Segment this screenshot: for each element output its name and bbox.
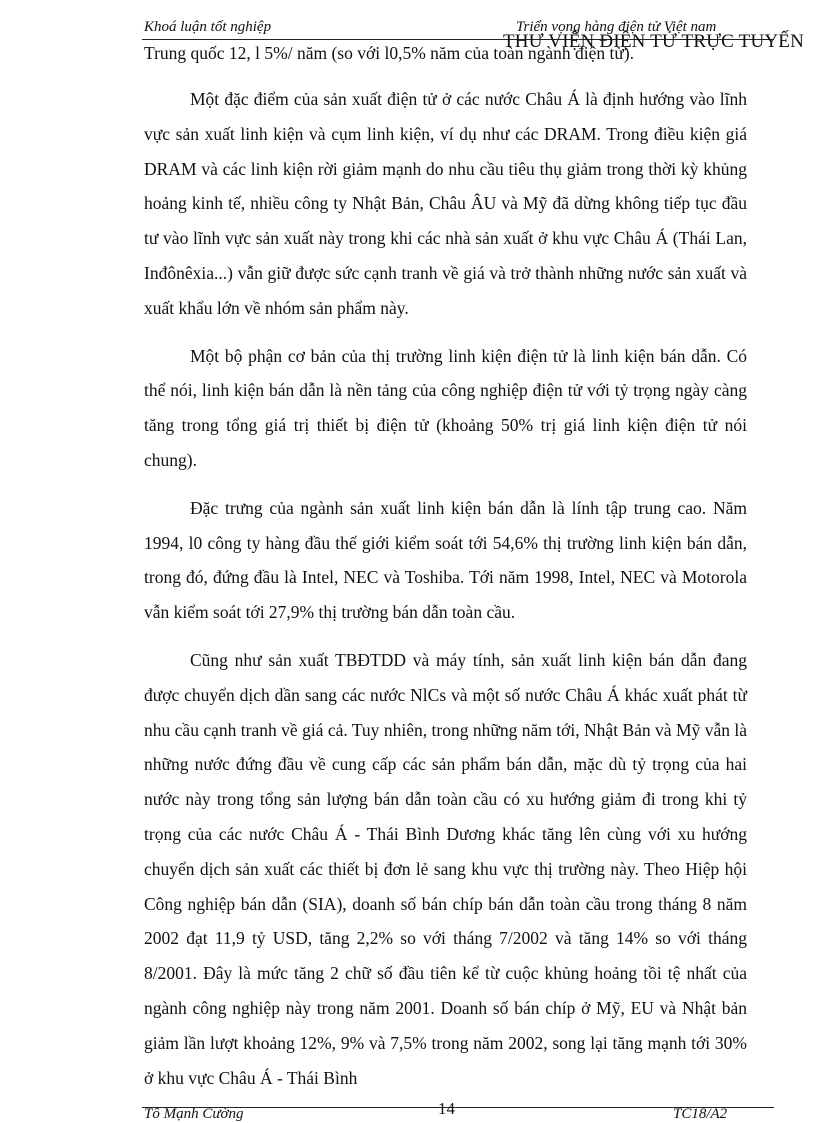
footer-author: Tô Mạnh Cường <box>144 1106 244 1122</box>
page-number: 14 <box>438 1099 455 1118</box>
watermark-text: THƯ VIỆN ĐIỆN TỬ TRỰC TUYẾN <box>503 31 805 52</box>
header-left-title: Khoá luận tốt nghiệp <box>144 19 272 35</box>
continuation-line: Trung quốc 12, l 5%/ năm (so với l0,5% năm của toàn ngành điện tử). <box>144 43 635 63</box>
footer-class-code: TC18/A2 <box>673 1106 728 1122</box>
body-text <box>144 82 747 1108</box>
paragraph: Một bộ phận cơ bản của thị trường linh kiện điện tử là linh kiện bán dẫn. Có thể nói, linh kiện bán dẫn là nền tảng của công nghiệp điện tử với tỷ trọng ngày càng tăng trong tổng giá trị thiết bị điện tử (khoảng 50% trị giá linh kiện điện tử nói chung). <box>144 345 747 470</box>
header-right-title: Triển vọng hàng điện tử Việt nam <box>516 19 717 35</box>
paragraph: Một đặc điểm của sản xuất điện tử ở các nước Châu Á là định hướng vào lĩnh vực sản xuất linh kiện và cụm linh kiện, ví dụ như các DRAM. Trong điều kiện giá DRAM và các linh kiện rời giảm mạnh do nhu cầu tiêu thụ giảm trong thời kỳ khủng hoảng kinh tế, nhiều công ty Nhật Bản, Châu ÂU và Mỹ đã dừng không tiếp tục đầu tư vào lĩnh vực sản xuất này trong khi các nhà sản xuất ở khu vực Châu Á (Thái Lan, Inđônêxia...) vẫn giữ được sức cạnh tranh về giá và trở thành những nước sản xuất và xuất khẩu lớn về nhóm sản phẩm này. <box>144 89 747 318</box>
paragraph: Cũng như sản xuất TBĐTDD và máy tính, sản xuất linh kiện bán dẫn đang được chuyển dịch dần sang các nước NlCs và một số nước Châu Á khác xuất phát từ nhu cầu cạnh tranh về giá cả. Tuy nhiên, trong những năm tới, Nhật Bản và Mỹ vẫn là những nước đứng đầu về cung cấp các sản phẩm bán dẫn, mặc dù tỷ trọng của hai nước này trong tổng sản lượng bán dẫn toàn cầu có xu hướng giảm đi trong khi tỷ trọng của các nước Châu Á - Thái Bình Dương khác tăng lên cùng với xu hướng chuyển dịch sản xuất các thiết bị đơn lẻ sang khu vực thị trường này. Theo Hiệp hội Công nghiệp bán dẫn (SIA), doanh số bán chíp bán dẫn toàn cầu trong tháng 8 năm 2002 đạt 11,9 tỷ USD, tăng 2,2% so với tháng 7/2002 và tăng 14% so với tháng 8/2001. Đây là mức tăng 2 chữ số đầu tiên kể từ cuộc khủng hoảng tồi tệ nhất của ngành công nghiệp này trong năm 2001. Doanh số bán chíp ở Mỹ, EU và Nhật bản giảm lần lượt khoảng 12%, 9% và 7,5% trong năm 2002, song lại tăng mạnh tới 30% ở khu vực Châu Á - Thái Bình <box>144 649 747 1088</box>
paragraph: Đặc trưng của ngành sản xuất linh kiện bán dẫn là lính tập trung cao. Năm 1994, l0 công ty hàng đầu thế giới kiểm soát tới 54,6% thị trường linh kiện bán dẫn, trong đó, đứng đầu là Intel, NEC và Toshiba. Tới năm 1998, Intel, NEC và Motorola vẫn kiểm soát tới 27,9% thị trường bán dẫn toàn cầu. <box>144 497 747 623</box>
